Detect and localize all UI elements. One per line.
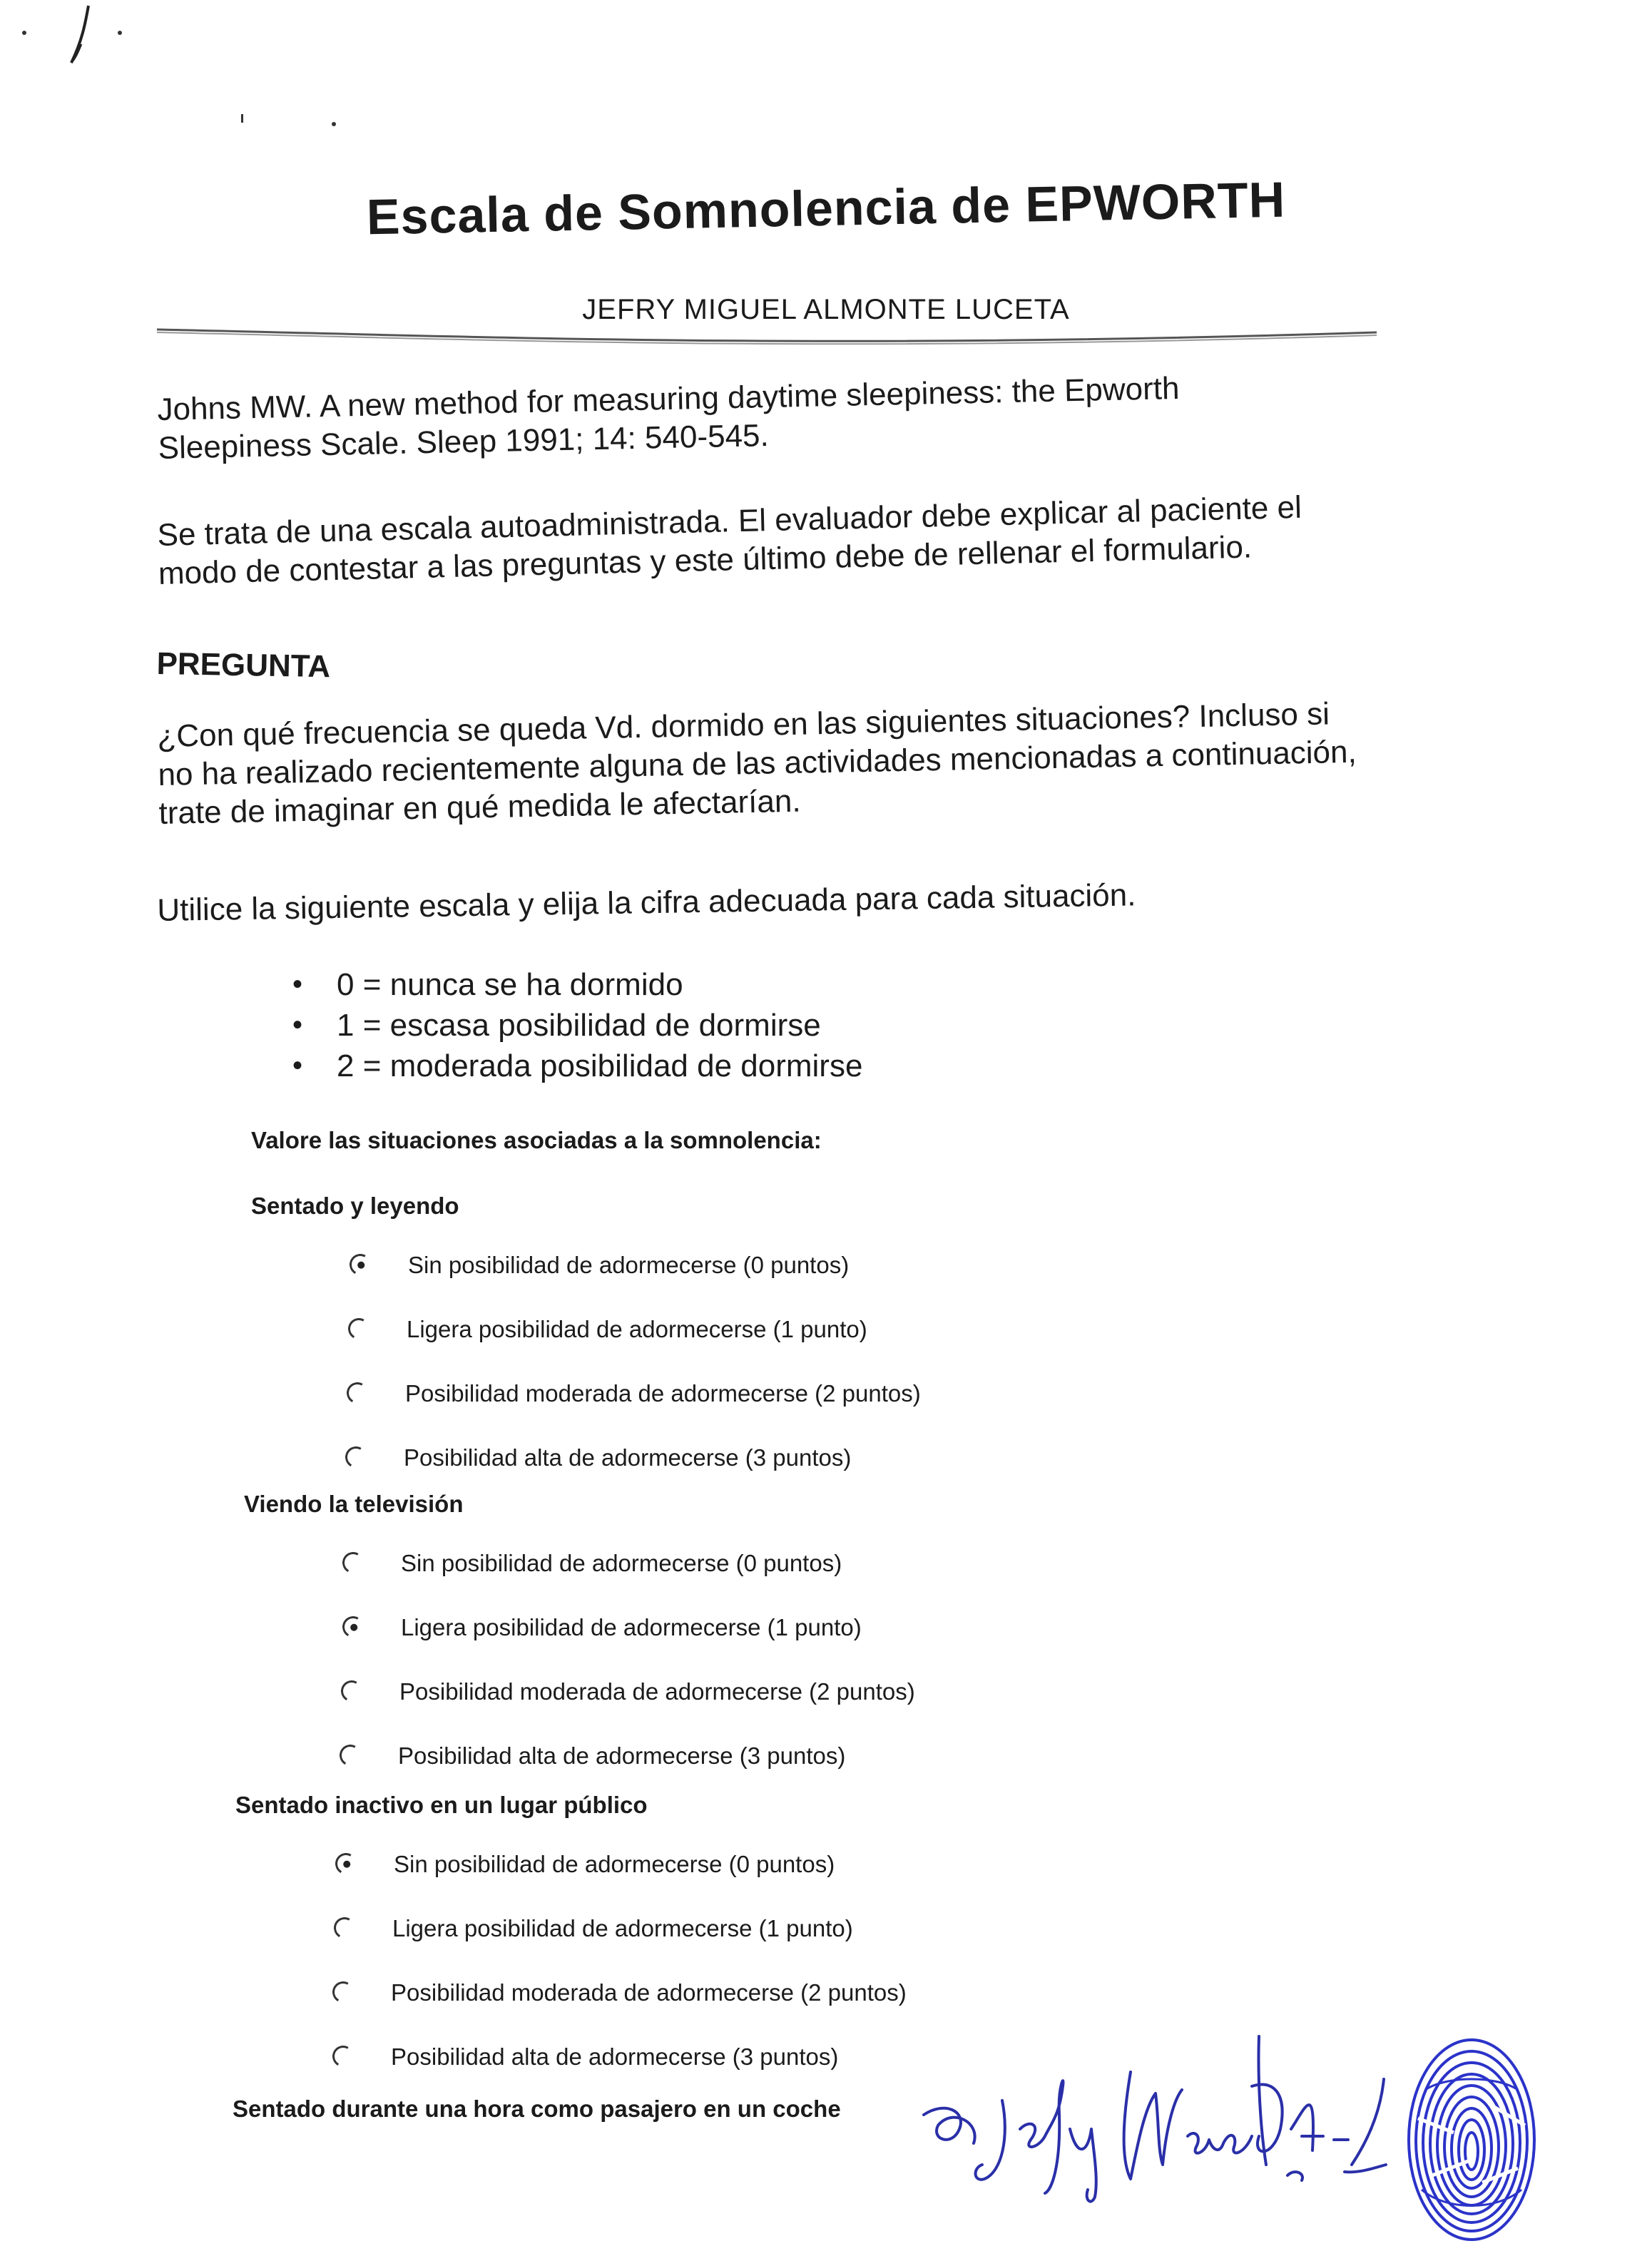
administration-paragraph: Se trata de una escala autoadministrada. El evaluador debe explicar al paciente el modo de contestar a las preguntas y este último debe de rellenar el formulario. [157, 489, 1302, 591]
scan-speck [330, 120, 338, 128]
option-label: Ligera posibilidad de adormecerse (1 punto) [407, 1316, 867, 1342]
scale-intro: Utilice la siguiente escala y elija la cifra adecuada para cada situación. [157, 877, 1136, 928]
scale-item: • 2 = moderada posibilidad de dormirse [292, 1046, 862, 1086]
group-label: Viendo la televisión [244, 1491, 464, 1517]
radio-button[interactable] [339, 1678, 365, 1705]
handwritten-signature [917, 2022, 1387, 2207]
radio-button[interactable] [330, 1979, 357, 2006]
option-label: Ligera posibilidad de adormecerse (1 punto) [392, 1915, 853, 1941]
option-label: Posibilidad alta de adormecerse (3 puntos) [391, 2043, 839, 2070]
option-label: Sin posibilidad de adormecerse (0 puntos) [401, 1550, 842, 1576]
option-label: Sin posibilidad de adormecerse (0 puntos) [394, 1851, 835, 1877]
radio-button[interactable] [333, 1851, 360, 1877]
radio-button[interactable] [330, 2043, 357, 2070]
document-title: Escala de Somnolencia de EPWORTH [366, 171, 1286, 245]
question-heading: PREGUNTA [156, 646, 331, 685]
author-name: JEFRY MIGUEL ALMONTE LUCETA [582, 294, 1070, 325]
scale-item: • 0 = nunca se ha dormido [292, 964, 862, 1005]
radio-button[interactable] [340, 1614, 367, 1640]
fingerprint-icon [1404, 2033, 1539, 2247]
option-label: Posibilidad alta de adormecerse (3 puntos) [404, 1444, 852, 1471]
option-label: Posibilidad moderada de adormecerse (2 puntos) [405, 1380, 921, 1407]
group-label: Sentado y leyendo [251, 1193, 459, 1219]
pen-mark [57, 0, 143, 71]
reference-paragraph: Johns MW. A new method for measuring daytime sleepiness: the Epworth Sleepiness Scale. Sleep 1991; 14: 540-545. [157, 370, 1180, 466]
radio-button[interactable] [337, 1742, 364, 1769]
header-divider [157, 318, 1377, 361]
group-label: Sentado durante una hora como pasajero en un coche [233, 2096, 841, 2122]
radio-button[interactable] [345, 1380, 371, 1407]
scale-list [292, 964, 862, 1086]
group-label: Sentado inactivo en un lugar público [235, 1792, 648, 1818]
option-label: Posibilidad alta de adormecerse (3 puntos) [398, 1742, 846, 1769]
radio-button[interactable] [332, 1915, 358, 1941]
scan-speck [238, 114, 247, 124]
option-label: Posibilidad moderada de adormecerse (2 puntos) [391, 1979, 907, 2006]
radio-button[interactable] [347, 1252, 374, 1278]
question-paragraph: ¿Con qué frecuencia se queda Vd. dormido en las siguientes situaciones? Incluso si no ha realizado recientemente alguna de las actividades mencionadas a continuación, trate de imaginar en qué medida le afectarían. [157, 696, 1357, 831]
option-label: Ligera posibilidad de adormecerse (1 punto) [401, 1614, 862, 1640]
radio-button[interactable] [343, 1444, 369, 1471]
form-intro: Valore las situaciones asociadas a la somnolencia: [251, 1127, 822, 1153]
option-label: Sin posibilidad de adormecerse (0 puntos) [408, 1252, 850, 1278]
radio-button[interactable] [346, 1316, 372, 1342]
scan-speck [20, 29, 29, 37]
option-label: Posibilidad moderada de adormecerse (2 puntos) [399, 1678, 915, 1705]
scale-item: • 1 = escasa posibilidad de dormirse [292, 1005, 862, 1046]
radio-button[interactable] [340, 1550, 367, 1576]
